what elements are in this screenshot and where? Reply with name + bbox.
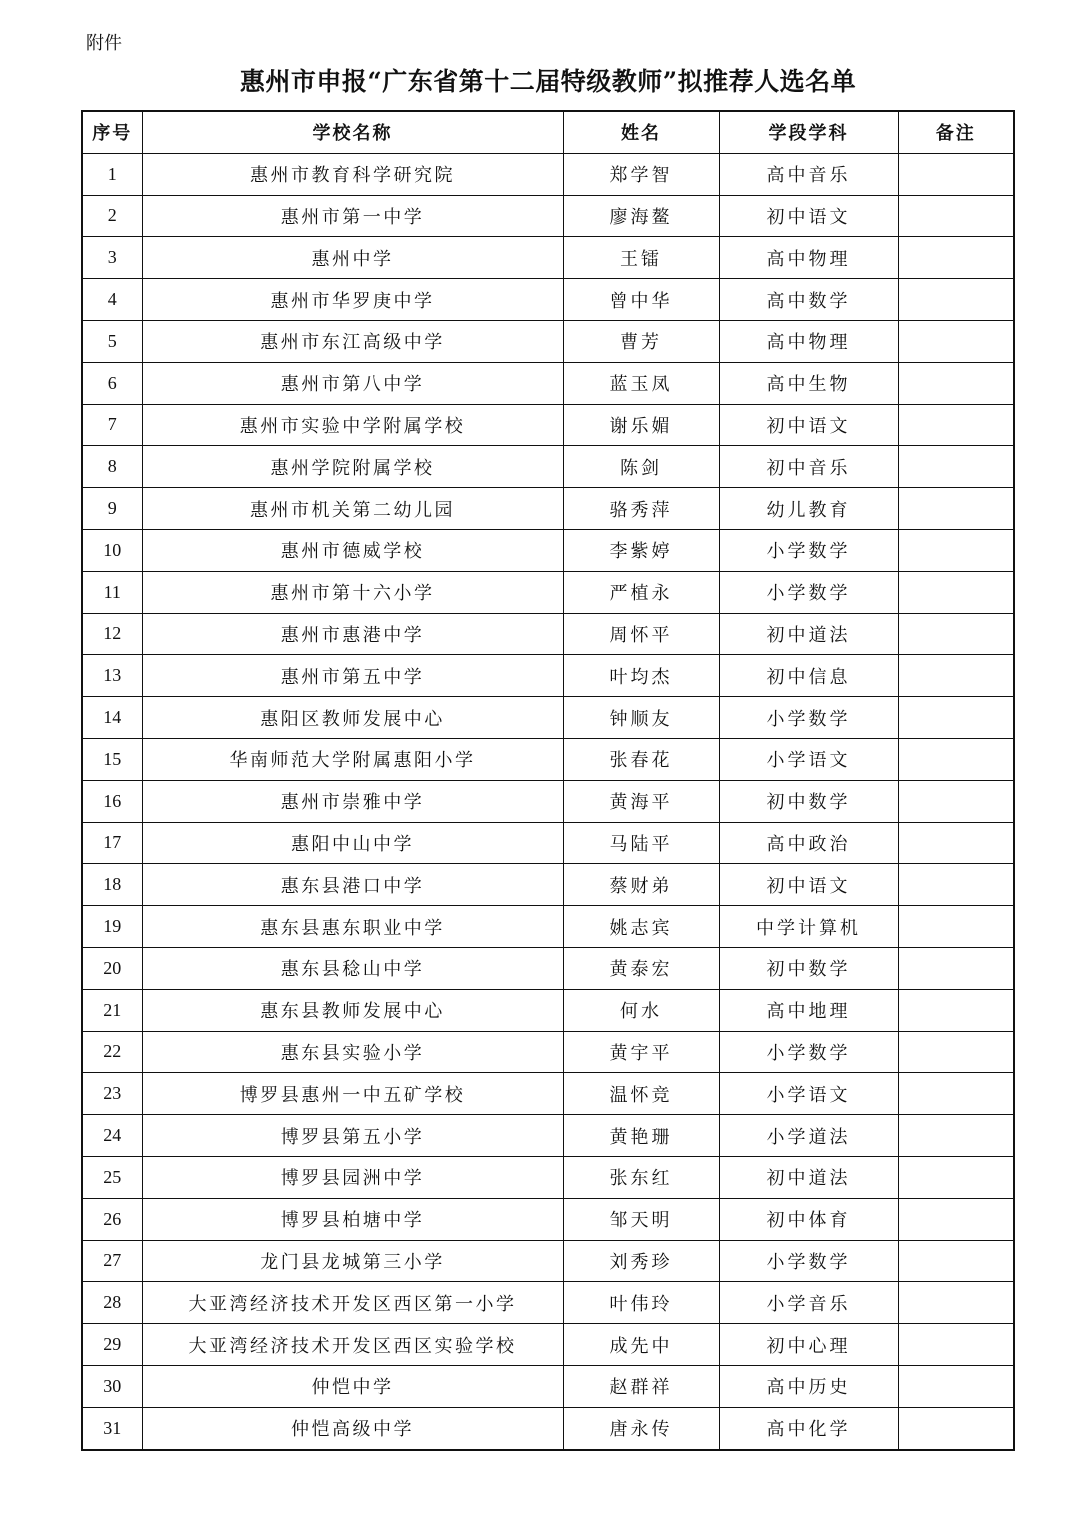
table-row: [82, 362, 1014, 404]
cell-name: 叶伟玲: [563, 1282, 719, 1324]
cell-school: 惠州市德威学校: [142, 529, 563, 571]
cell-name: 骆秀萍: [563, 488, 719, 530]
cell-school: 惠阳区教师发展中心: [142, 697, 563, 739]
table-row: [82, 488, 1014, 530]
cell-subject: 初中语文: [719, 404, 898, 446]
cell-remark: [898, 446, 1014, 488]
cell-subject: 初中语文: [719, 195, 898, 237]
cell-name: 叶均杰: [563, 655, 719, 697]
cell-remark: [898, 1031, 1014, 1073]
cell-index: 1: [82, 153, 142, 195]
cell-index: 19: [82, 906, 142, 948]
table-row: [82, 404, 1014, 446]
cell-name: 曹芳: [563, 320, 719, 362]
cell-remark: [898, 153, 1014, 195]
table-row: [82, 446, 1014, 488]
cell-remark: [898, 780, 1014, 822]
table-row: [82, 697, 1014, 739]
cell-school: 惠东县稔山中学: [142, 947, 563, 989]
cell-remark: [898, 279, 1014, 321]
cell-school: 仲恺高级中学: [142, 1407, 563, 1449]
cell-name: 温怀竞: [563, 1073, 719, 1115]
cell-school: 惠东县教师发展中心: [142, 989, 563, 1031]
table-row: [82, 613, 1014, 655]
cell-remark: [898, 906, 1014, 948]
cell-remark: [898, 320, 1014, 362]
table-row: [82, 1282, 1014, 1324]
cell-remark: [898, 529, 1014, 571]
cell-remark: [898, 488, 1014, 530]
table-row: [82, 864, 1014, 906]
cell-name: 钟顺友: [563, 697, 719, 739]
cell-name: 黄艳珊: [563, 1115, 719, 1157]
cell-index: 16: [82, 780, 142, 822]
cell-remark: [898, 1365, 1014, 1407]
cell-subject: 初中数学: [719, 780, 898, 822]
cell-index: 30: [82, 1365, 142, 1407]
cell-name: 严植永: [563, 571, 719, 613]
cell-remark: [898, 1198, 1014, 1240]
cell-school: 博罗县第五小学: [142, 1115, 563, 1157]
cell-index: 26: [82, 1198, 142, 1240]
cell-subject: 小学数学: [719, 1031, 898, 1073]
table-row: [82, 1407, 1014, 1449]
cell-index: 23: [82, 1073, 142, 1115]
header-index: 序号: [82, 111, 142, 153]
cell-index: 18: [82, 864, 142, 906]
cell-school: 华南师范大学附属惠阳小学: [142, 738, 563, 780]
cell-index: 4: [82, 279, 142, 321]
cell-name: 赵群祥: [563, 1365, 719, 1407]
cell-remark: [898, 404, 1014, 446]
table-row: [82, 1073, 1014, 1115]
header-row: [82, 111, 1014, 153]
cell-name: 曾中华: [563, 279, 719, 321]
cell-index: 28: [82, 1282, 142, 1324]
cell-school: 惠州市第一中学: [142, 195, 563, 237]
cell-subject: 高中政治: [719, 822, 898, 864]
cell-remark: [898, 738, 1014, 780]
cell-subject: 中学计算机: [719, 906, 898, 948]
cell-subject: 高中历史: [719, 1365, 898, 1407]
table-row: [82, 279, 1014, 321]
cell-school: 惠州学院附属学校: [142, 446, 563, 488]
cell-subject: 小学数学: [719, 529, 898, 571]
cell-remark: [898, 1156, 1014, 1198]
cell-school: 博罗县园洲中学: [142, 1156, 563, 1198]
cell-remark: [898, 1407, 1014, 1449]
cell-index: 27: [82, 1240, 142, 1282]
cell-school: 惠州市实验中学附属学校: [142, 404, 563, 446]
table-row: [82, 780, 1014, 822]
attachment-label: 附件: [86, 33, 122, 54]
cell-name: 周怀平: [563, 613, 719, 655]
cell-subject: 小学数学: [719, 697, 898, 739]
cell-school: 惠阳中山中学: [142, 822, 563, 864]
cell-name: 张东红: [563, 1156, 719, 1198]
cell-name: 郑学智: [563, 153, 719, 195]
cell-remark: [898, 1324, 1014, 1366]
cell-name: 谢乐媚: [563, 404, 719, 446]
cell-index: 14: [82, 697, 142, 739]
table-body: [82, 153, 1014, 1449]
cell-subject: 初中体育: [719, 1198, 898, 1240]
table-row: [82, 947, 1014, 989]
cell-index: 24: [82, 1115, 142, 1157]
cell-index: 25: [82, 1156, 142, 1198]
cell-school: 惠州市第五中学: [142, 655, 563, 697]
cell-remark: [898, 655, 1014, 697]
cell-school: 龙门县龙城第三小学: [142, 1240, 563, 1282]
cell-index: 12: [82, 613, 142, 655]
cell-school: 惠州中学: [142, 237, 563, 279]
cell-school: 惠州市东江高级中学: [142, 320, 563, 362]
cell-remark: [898, 989, 1014, 1031]
header-school: 学校名称: [142, 111, 563, 153]
cell-subject: 小学数学: [719, 1240, 898, 1282]
cell-subject: 高中地理: [719, 989, 898, 1031]
cell-school: 惠州市第八中学: [142, 362, 563, 404]
header-name: 姓名: [563, 111, 719, 153]
cell-subject: 高中物理: [719, 237, 898, 279]
cell-remark: [898, 864, 1014, 906]
cell-name: 马陆平: [563, 822, 719, 864]
cell-school: 惠州市崇雅中学: [142, 780, 563, 822]
cell-remark: [898, 195, 1014, 237]
table-row: [82, 1115, 1014, 1157]
cell-school: 大亚湾经济技术开发区西区第一小学: [142, 1282, 563, 1324]
table-row: [82, 1365, 1014, 1407]
cell-school: 惠东县港口中学: [142, 864, 563, 906]
cell-remark: [898, 1240, 1014, 1282]
cell-school: 博罗县惠州一中五矿学校: [142, 1073, 563, 1115]
cell-remark: [898, 1115, 1014, 1157]
cell-name: 黄海平: [563, 780, 719, 822]
document-title: 惠州市申报“广东省第十二届特级教师”拟推荐人选名单: [239, 67, 857, 96]
cell-index: 3: [82, 237, 142, 279]
cell-subject: 高中数学: [719, 279, 898, 321]
cell-name: 姚志宾: [563, 906, 719, 948]
cell-name: 蔡财弟: [563, 864, 719, 906]
table-row: [82, 1031, 1014, 1073]
cell-name: 邹天明: [563, 1198, 719, 1240]
cell-name: 何水: [563, 989, 719, 1031]
cell-remark: [898, 822, 1014, 864]
table-row: [82, 1324, 1014, 1366]
cell-subject: 初中音乐: [719, 446, 898, 488]
cell-index: 7: [82, 404, 142, 446]
cell-name: 唐永传: [563, 1407, 719, 1449]
cell-name: 黄泰宏: [563, 947, 719, 989]
table-row: [82, 1198, 1014, 1240]
cell-subject: 初中信息: [719, 655, 898, 697]
table-row: [82, 822, 1014, 864]
cell-school: 惠州市惠港中学: [142, 613, 563, 655]
cell-index: 29: [82, 1324, 142, 1366]
cell-name: 王镭: [563, 237, 719, 279]
cell-index: 10: [82, 529, 142, 571]
cell-subject: 高中音乐: [719, 153, 898, 195]
cell-school: 博罗县柏塘中学: [142, 1198, 563, 1240]
cell-subject: 小学数学: [719, 571, 898, 613]
cell-name: 李紫婷: [563, 529, 719, 571]
cell-index: 11: [82, 571, 142, 613]
cell-remark: [898, 697, 1014, 739]
cell-remark: [898, 1282, 1014, 1324]
cell-index: 8: [82, 446, 142, 488]
cell-remark: [898, 237, 1014, 279]
cell-school: 惠州市第十六小学: [142, 571, 563, 613]
cell-school: 惠州市机关第二幼儿园: [142, 488, 563, 530]
cell-remark: [898, 571, 1014, 613]
table-row: [82, 989, 1014, 1031]
cell-name: 黄宇平: [563, 1031, 719, 1073]
cell-subject: 初中心理: [719, 1324, 898, 1366]
cell-subject: 初中语文: [719, 864, 898, 906]
header-subject: 学段学科: [719, 111, 898, 153]
cell-index: 15: [82, 738, 142, 780]
cell-subject: 小学音乐: [719, 1282, 898, 1324]
cell-subject: 高中物理: [719, 320, 898, 362]
cell-subject: 初中数学: [719, 947, 898, 989]
cell-index: 20: [82, 947, 142, 989]
table-row: [82, 906, 1014, 948]
candidate-table: [81, 110, 1015, 1451]
cell-name: 刘秀珍: [563, 1240, 719, 1282]
header-remark: 备注: [898, 111, 1014, 153]
cell-index: 2: [82, 195, 142, 237]
cell-subject: 幼儿教育: [719, 488, 898, 530]
cell-subject: 初中道法: [719, 613, 898, 655]
table-header: [82, 111, 1014, 153]
table-row: [82, 320, 1014, 362]
cell-school: 惠州市教育科学研究院: [142, 153, 563, 195]
table-row: [82, 153, 1014, 195]
cell-name: 蓝玉凤: [563, 362, 719, 404]
cell-school: 仲恺中学: [142, 1365, 563, 1407]
cell-school: 惠东县实验小学: [142, 1031, 563, 1073]
cell-index: 6: [82, 362, 142, 404]
cell-index: 13: [82, 655, 142, 697]
cell-name: 陈剑: [563, 446, 719, 488]
table-row: [82, 237, 1014, 279]
cell-remark: [898, 1073, 1014, 1115]
cell-name: 成先中: [563, 1324, 719, 1366]
cell-school: 大亚湾经济技术开发区西区实验学校: [142, 1324, 563, 1366]
cell-index: 9: [82, 488, 142, 530]
cell-subject: 小学语文: [719, 738, 898, 780]
cell-subject: 小学道法: [719, 1115, 898, 1157]
table-row: [82, 571, 1014, 613]
cell-subject: 初中道法: [719, 1156, 898, 1198]
cell-index: 5: [82, 320, 142, 362]
table-row: [82, 655, 1014, 697]
cell-remark: [898, 362, 1014, 404]
cell-school: 惠东县惠东职业中学: [142, 906, 563, 948]
table-row: [82, 195, 1014, 237]
cell-subject: 高中化学: [719, 1407, 898, 1449]
cell-remark: [898, 947, 1014, 989]
cell-subject: 小学语文: [719, 1073, 898, 1115]
table-row: [82, 529, 1014, 571]
cell-name: 张春花: [563, 738, 719, 780]
cell-index: 17: [82, 822, 142, 864]
table-row: [82, 738, 1014, 780]
cell-subject: 高中生物: [719, 362, 898, 404]
cell-index: 21: [82, 989, 142, 1031]
cell-index: 22: [82, 1031, 142, 1073]
cell-index: 31: [82, 1407, 142, 1449]
table-row: [82, 1240, 1014, 1282]
cell-name: 廖海鳌: [563, 195, 719, 237]
cell-remark: [898, 613, 1014, 655]
cell-school: 惠州市华罗庚中学: [142, 279, 563, 321]
table-row: [82, 1156, 1014, 1198]
